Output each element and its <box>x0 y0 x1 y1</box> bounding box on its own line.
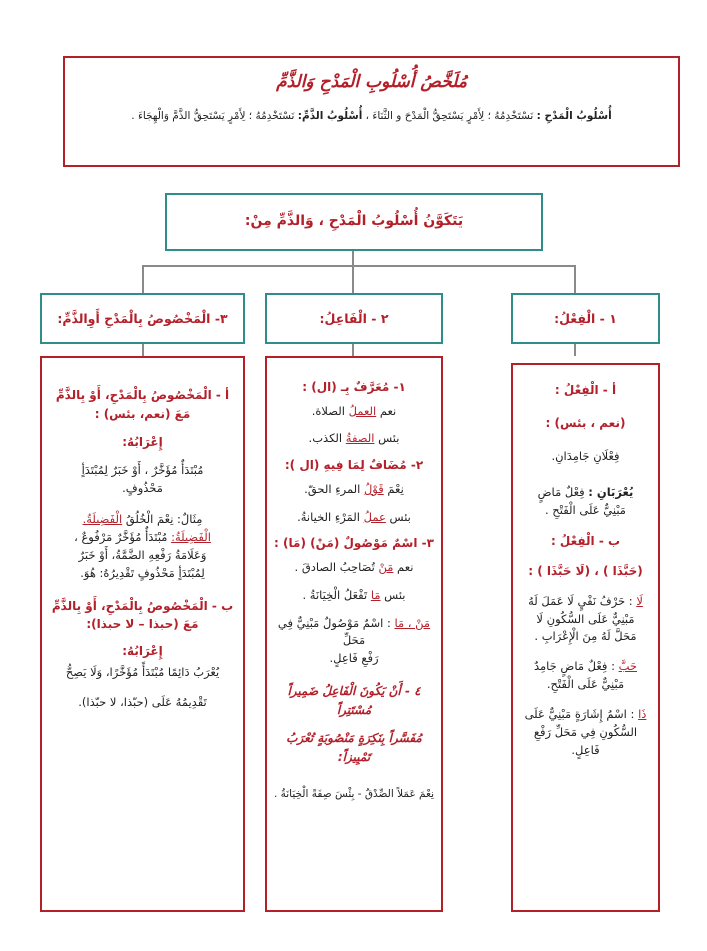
fil-a-irab <box>518 484 653 502</box>
makhsus-a-title-2: مَعَ (نعم، بئس) : <box>94 406 191 421</box>
connector-left <box>142 265 144 293</box>
fil-hab-line-2: مَبْنِيٌّ عَلَى الْفَتْحِ. <box>546 677 625 692</box>
s2-ex1-post: المرءِ الحقّ. <box>304 481 361 496</box>
madh-text: نَسْتَخْدِمُهُ ؛ لِأَمْرٍ يَسْتَحِقُّ الْمَدْحَ و الثَّنَاءَ ، <box>365 110 534 122</box>
s1-ex2-word: الصفةُ <box>345 431 375 446</box>
fail-s3-example-1 <box>272 559 436 577</box>
connector-left-down <box>142 344 144 356</box>
fil-a-irab-label: يُعْرَبَانِ : <box>588 485 634 499</box>
s2-ex2-pre: بئس <box>389 509 411 524</box>
header-fil <box>511 293 660 344</box>
la-text: : حَرْفُ نَفْيٍ لَا عَمَلَ لَهُ <box>528 593 633 608</box>
makhsus-example <box>48 511 237 529</box>
s3-ex2-post: تَفْعَلُ الْخِيَانَةُ . <box>302 587 368 602</box>
s1-ex1-post: الصلاة. <box>311 403 345 418</box>
makhsus-b-irab: إِعْرَابُهُ: <box>122 643 163 658</box>
fil-a-irab-text: فِعْلٌ مَاضٍ <box>537 485 585 499</box>
fil-la-line-2: مَبْنِيٌّ عَلَى السُّكُونِ لَا <box>536 611 635 626</box>
dha-label: ذَا <box>638 706 647 721</box>
fail-s4-title-2: مُفَسَّراً بِنَكِرَةٍ مَنْصُوبَةٍ تُعْرَبُ تَمْيِيزاً: <box>286 731 422 764</box>
page-title: مُلَخَّصُ أُسْلُوبِ الْمَدْحِ وَالذَّمِّ <box>276 72 467 92</box>
dhamm-label: أُسْلُوبُ الذَّمِّ: <box>297 110 363 122</box>
s3-ex1-pre: نعم <box>397 560 414 575</box>
makhsus-a-title: أ - الْمَخْصُوصُ بِالْمَدْحِ، أَوْ بِالذَّمِّ <box>55 388 230 402</box>
fadila-line <box>48 529 237 547</box>
s3-ex1-word: مَنْ <box>378 560 394 575</box>
fail-s4-example: نِعْمَ عَمَلاً الصِّدْقُ - بِئْسَ صِفَةً الْخِيَانَةُ . <box>273 788 435 801</box>
fil-dha-line <box>518 706 653 724</box>
fail-s1-example-1 <box>272 403 436 421</box>
hab-label: حَبَّ <box>618 659 638 674</box>
composition-box <box>165 193 543 251</box>
madh-label: أُسْلُوبُ الْمَدْحِ : <box>536 110 612 122</box>
s2-ex1-word: قَوْلُ <box>363 481 384 496</box>
makhsus-b-text-2: تَقْدِيمُهُ عَلَى (حبّذا، لا حبّذا). <box>78 695 207 710</box>
s3-ex2-pre: بئس <box>384 587 406 602</box>
header-fail-text: ٢ - الْفَاعِلُ: <box>319 311 389 326</box>
dhamm-text: نَسْتَخْدِمُهُ ؛ لِأَمْرٍ يَسْتَحِقُّ الذَّمَّ وَالْهِجَاءَ . <box>131 110 295 122</box>
makhsus-b-title: ب - الْمَخْصُوصُ بِالْمَدْحِ، أَوْ بِالذَّمِّ <box>51 598 234 613</box>
fadila-word: الْفَضِيلَةُ: <box>171 530 211 545</box>
connector-middle <box>352 265 354 293</box>
fil-hab-line <box>518 658 653 676</box>
fadila-text-2: وَعَلَامَةُ رَفْعِهِ الضَّمَّةُ، أَوْ خَبَرٌ <box>78 548 207 563</box>
fil-b-title: ب - الْفِعْلُ : <box>550 533 621 548</box>
fil-a-irab-2: مَبْنِيٌّ عَلَى الْفَتْحِ . <box>545 502 626 517</box>
fail-s3-note <box>272 615 436 651</box>
dha-text: : اسْمُ إِشَارَةٍ مَبْنِيٌّ عَلَى <box>524 706 635 721</box>
makhsus-b-text: يُعْرَبُ دَائِمًا مُبْتَدَأً مُؤَخَّرًا، وَلَا يَصِحُّ <box>65 665 220 680</box>
connector-right-down <box>574 344 576 356</box>
fail-s2-example-1 <box>272 481 436 499</box>
composition-text: يَتَكَوَّنُ أُسْلُوبُ الْمَدْحِ ، وَالذَّمِّ مِنْ: <box>244 213 464 229</box>
fail-s4-title: ٤ - أَنْ يَكُونَ الْفَاعِلُ ضَمِيراً مُسْتَتِراً <box>287 684 421 717</box>
fil-b-sub: (حَبَّذَا ) ، (لَا حَبَّذَا ) : <box>528 564 643 579</box>
connector-center <box>352 250 354 266</box>
column-fail <box>265 356 443 912</box>
fail-s1-example-2 <box>272 430 436 448</box>
column-makhsus <box>40 356 245 912</box>
definition-line <box>65 110 678 122</box>
summary-box <box>63 56 680 167</box>
fil-a-sub: (نعم ، بئس) : <box>545 415 626 430</box>
fadila-text-3: لِمُبْتَدَأٍ مَحْذُوفٍ تَقْدِيرُهُ: هُوَ. <box>80 565 205 580</box>
makhsus-b-title-2: مَعَ (حبذا – لا حبذا): <box>86 617 199 632</box>
makhsus-a-text-2: مَحْذُوفٍ. <box>122 480 163 495</box>
fil-dha-line-2: السُّكُونِ فِي مَحَلِّ رَفْعِ <box>533 724 638 739</box>
s1-ex2-pre: بئس <box>378 431 400 446</box>
fil-dha-line-3: فَاعِلٍ. <box>571 742 600 757</box>
fail-s1-title: ١- مُعَرَّفٌ بِـ (ال) : <box>302 380 406 394</box>
fadila-text: مُبْتَدَأٌ مُؤَخَّرٌ مَرْفُوعٌ ، <box>74 530 168 545</box>
column-fil <box>511 363 660 912</box>
fil-a-text: فِعْلَانِ جَامِدَانِ. <box>551 449 620 464</box>
header-fil-text: ١ - الْفِعْلُ: <box>554 311 617 326</box>
makhsus-a-text: مُبْتَدَأٌ مُؤَخَّرٌ ، أَوْ خَبَرٌ لِمُبْتَدَأٍ <box>81 462 204 477</box>
header-fail <box>265 293 443 344</box>
fail-s3-title: ٣- اسْمٌ مَوْصُولٌ (مَنْ) (مَا) : <box>274 536 434 551</box>
s3-ex2-word: مَا <box>370 587 381 602</box>
s3-note-words: مَنْ ، مَا <box>394 615 431 630</box>
connector-right <box>574 265 576 293</box>
s2-ex2-word: عملُ <box>363 509 386 524</box>
fil-la-line <box>518 593 653 611</box>
la-label: لَا <box>636 593 643 608</box>
hab-text: : فِعْلٌ مَاضٍ جَامِدٌ <box>533 659 615 674</box>
example-text: نِعْمَ الْخُلُقُ <box>125 512 174 527</box>
s3-note-text: : اسْمٌ مَوْصُولٌ مَبْنِيٌّ فِي مَحَلِّ <box>277 615 391 648</box>
header-makhsus <box>40 293 245 344</box>
s2-ex1-pre: نِعْمَ <box>387 481 404 496</box>
s3-ex1-post: تُصَاحِبُ الصادقَ . <box>294 560 375 575</box>
s1-ex1-pre: نعم <box>379 403 397 418</box>
header-makhsus-text: ٣- الْمَخْصُوصُ بِالْمَدْحِ أَوِالذَّمِّ: <box>57 311 228 326</box>
fail-s3-example-2 <box>272 587 436 605</box>
example-word: الْفَضِيلَةُ. <box>82 512 123 527</box>
s2-ex2-post: المَرْءِ الخيانةُ. <box>297 509 360 524</box>
example-label: مِثَالٌ: <box>177 512 203 527</box>
connector-middle-down <box>352 344 354 356</box>
fil-a-title: أ - الْفِعْلُ : <box>554 383 617 397</box>
fail-s2-example-2 <box>272 509 436 527</box>
s1-ex2-post: الكذب. <box>308 431 343 446</box>
s1-ex1-word: العملُ <box>348 403 377 418</box>
fail-s2-title: ٢- مُضَافٌ لِمَا فِيهِ (ال ): <box>284 458 424 473</box>
fil-la-line-3: مَحَلَّ لَهُ مِنَ الْإِعْرَابِ . <box>534 629 637 644</box>
connector-horizontal <box>142 265 574 267</box>
makhsus-a-irab: إِعْرَابُهُ: <box>122 435 163 450</box>
fail-s3-note-2: رَفْعِ فَاعِلٍ. <box>329 651 379 666</box>
